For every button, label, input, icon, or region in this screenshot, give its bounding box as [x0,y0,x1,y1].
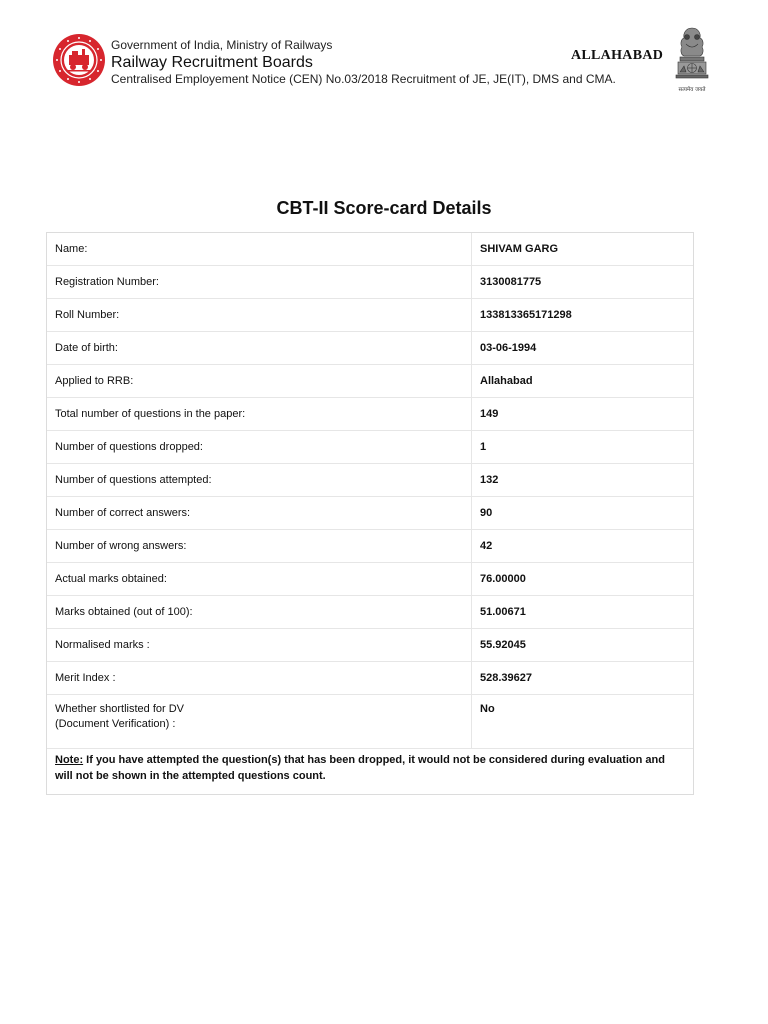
row-value: 3130081775 [472,266,694,299]
row-label: Date of birth: [47,332,472,365]
row-value: 132 [472,464,694,497]
row-value: 51.00671 [472,596,694,629]
row-value: 90 [472,497,694,530]
row-value: 1 [472,431,694,464]
row-label: Name: [47,233,472,266]
row-label: Normalised marks : [47,629,472,662]
shortlist-value: No [472,695,694,749]
row-label: Number of questions attempted: [47,464,472,497]
table-row [47,266,693,299]
row-value: 149 [472,398,694,431]
row-value: 42 [472,530,694,563]
emblem-motto: सत्यमेव जयते [678,87,706,93]
row-value: 55.92045 [472,629,694,662]
shortlist-label-line2: (Document Verification) : [55,718,176,730]
national-emblem-icon [672,24,712,96]
row-label: Applied to RRB: [47,365,472,398]
table-row [47,398,693,431]
rrb-city: ALLAHABAD [571,48,664,63]
page-header [0,0,768,110]
table-row [47,365,693,398]
row-value: SHIVAM GARG [472,233,694,266]
table-row [47,563,693,596]
railway-logo-icon [52,33,106,87]
row-value: 76.00000 [472,563,694,596]
government-line: Government of India, Ministry of Railways [111,38,333,52]
row-label: Roll Number: [47,299,472,332]
table-row [47,299,693,332]
header-text [111,38,616,87]
row-label: Registration Number: [47,266,472,299]
scorecard-table [46,232,694,795]
scorecard-rows [47,233,693,749]
row-label: Marks obtained (out of 100): [47,596,472,629]
note-text: If you have attempted the question(s) that has been dropped, it would not be considered during evaluation and will not be shown in the attempted questions count. [55,754,665,782]
row-label: Total number of questions in the paper: [47,398,472,431]
table-row [47,596,693,629]
table-row [47,332,693,365]
row-value: Allahabad [472,365,694,398]
table-row [47,464,693,497]
note-label: Note: [55,754,84,766]
row-label: Merit Index : [47,662,472,695]
table-row [47,233,693,266]
row-value: 133813365171298 [472,299,694,332]
table-row [47,530,693,563]
table-row [47,662,693,695]
page-title: CBT-II Score-card Details [276,198,492,218]
table-row [47,629,693,662]
row-label: Number of questions dropped: [47,431,472,464]
evaluation-note [47,749,693,794]
organization-name: Railway Recruitment Boards [111,54,313,71]
table-row [47,497,693,530]
row-label [47,695,472,749]
table-row-shortlist [47,695,693,749]
row-label: Actual marks obtained: [47,563,472,596]
table-row [47,431,693,464]
row-value: 03-06-1994 [472,332,694,365]
row-value: 528.39627 [472,662,694,695]
shortlist-label-line1: Whether shortlisted for DV [55,703,184,715]
notice-line: Centralised Employement Notice (CEN) No.03/2018 Recruitment of JE, JE(IT), DMS and CMA. [111,72,616,86]
row-label: Number of wrong answers: [47,530,472,563]
row-label: Number of correct answers: [47,497,472,530]
